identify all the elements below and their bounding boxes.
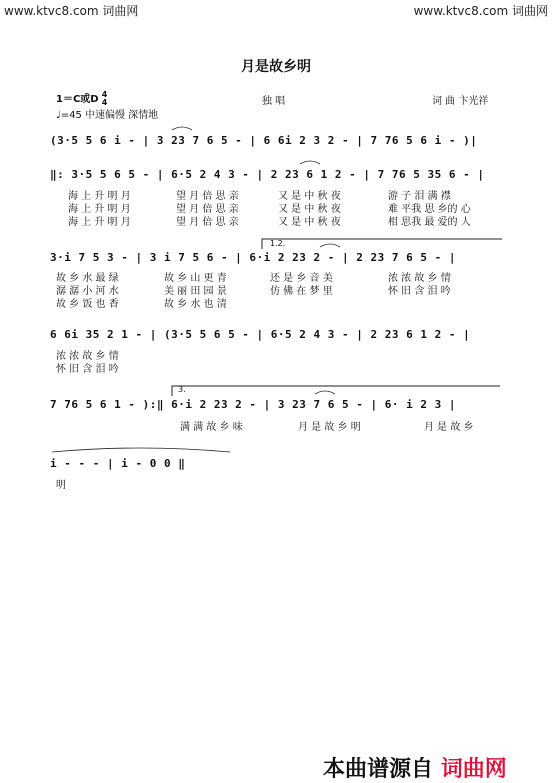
lyric-2-2-b: 望 月 倍 思 亲 bbox=[176, 204, 239, 215]
watermark-left-url: www.ktvc8.com bbox=[4, 4, 99, 18]
watermark-left-name: 词曲网 bbox=[102, 4, 139, 18]
staff-line-1: (3·5 5 6 i - | 3 23 7 6 5 - | 6 6i 2 3 2 - | 7 76 5 6 i - )| bbox=[50, 134, 478, 147]
watermark-right-url: www.ktvc8.com bbox=[413, 4, 509, 18]
performance-type: 独 唱 bbox=[262, 96, 286, 107]
lyric-5-b: 月 是 故 乡 明 bbox=[298, 422, 361, 433]
staff-line-4: 6 6i 35 2 1 - | (3·5 5 6 5 - | 6·5 2 4 3 - | 2 23 6 1 2 - | bbox=[50, 328, 471, 341]
footer-site-name: 词曲网 bbox=[440, 757, 507, 782]
lyric-2-1-a: 海 上 升 明 月 bbox=[68, 191, 131, 202]
lyric-3-1-a: 故 乡 水 最 绿 bbox=[56, 273, 119, 284]
lyric-3-2-a: 潺 潺 小 河 水 bbox=[56, 286, 119, 297]
staff-line-2: ‖: 3·5 5 6 5 - | 6·5 2 4 3 - | 2 23 6 1 2 - | 7 76 5 35 6 - | bbox=[50, 168, 485, 181]
lyric-3-1-c: 还 是 乡 音 美 bbox=[270, 273, 333, 284]
footer-source bbox=[323, 752, 507, 783]
quarter-note-icon: ♩ bbox=[56, 110, 61, 121]
score-title: 月是故乡明 bbox=[241, 59, 311, 75]
lyric-2-1-b: 望 月 倍 思 亲 bbox=[176, 191, 239, 202]
lyric-2-2-c: 又 是 中 秋 夜 bbox=[278, 204, 341, 215]
volta-1-2: 1.2. bbox=[270, 239, 286, 248]
lyric-4-1: 浓 浓 故 乡 情 bbox=[56, 351, 119, 362]
lyric-3-1-d: 浓 浓 故 乡 情 bbox=[388, 273, 451, 284]
lyric-3-3-a: 故 乡 饭 也 香 bbox=[56, 299, 119, 310]
lyric-3-3-b: 故 乡 水 也 清 bbox=[164, 299, 227, 310]
lyric-2-3-a: 海 上 升 明 月 bbox=[68, 217, 131, 228]
lyric-3-2-b: 美 丽 田 园 景 bbox=[164, 286, 227, 297]
footer-source-text: 本曲谱源自 bbox=[323, 757, 434, 782]
lyric-5-c: 月 是 故 乡 bbox=[424, 422, 474, 433]
credits: 词 曲 卞光祥 bbox=[432, 96, 489, 107]
key-text: 1＝C或D bbox=[56, 94, 99, 105]
lyric-2-3-b: 望 月 倍 思 亲 bbox=[176, 217, 239, 228]
tempo-text: =45 中速偏慢 深情地 bbox=[60, 110, 159, 121]
lyric-6: 明 bbox=[56, 480, 66, 491]
lyric-2-1-d: 游 子 泪 满 襟 bbox=[388, 191, 451, 202]
lyric-3-2-c: 仿 佛 在 梦 里 bbox=[270, 286, 333, 297]
time-top: 4 bbox=[101, 90, 108, 99]
lyric-3-2-d: 怀 旧 含 泪 吟 bbox=[388, 286, 451, 297]
lyric-4-2: 怀 旧 含 泪 吟 bbox=[56, 364, 119, 375]
lyric-2-1-c: 又 是 中 秋 夜 bbox=[278, 191, 341, 202]
lyric-2-3-c: 又 是 中 秋 夜 bbox=[278, 217, 341, 228]
lyric-2-2-d: 难 平我 思 乡的 心 bbox=[388, 204, 471, 215]
lyric-3-1-b: 故 乡 山 更 青 bbox=[164, 273, 227, 284]
staff-line-6: i - - - | i - 0 0 ‖ bbox=[50, 457, 186, 470]
watermark-right-name: 词曲网 bbox=[511, 4, 548, 18]
staff-line-3: 3·i 7 5 3 - | 3 i 7 5 6 - | 6·i 2 23 2 - | 2 23 7 6 5 - | bbox=[50, 251, 456, 264]
staff-line-5: 7 76 5 6 1 - ):‖ 6·i 2 23 2 - | 3 23 7 6 5 - | 6· i 2 3 | bbox=[50, 398, 456, 411]
lyric-2-3-d: 相 思我 最 爱的 人 bbox=[388, 217, 471, 228]
volta-3: 3. bbox=[178, 385, 186, 394]
lyric-2-2-a: 海 上 升 明 月 bbox=[68, 204, 131, 215]
lyric-5-a: 满 满 故 乡 味 bbox=[180, 422, 243, 433]
time-bottom: 4 bbox=[101, 98, 108, 107]
